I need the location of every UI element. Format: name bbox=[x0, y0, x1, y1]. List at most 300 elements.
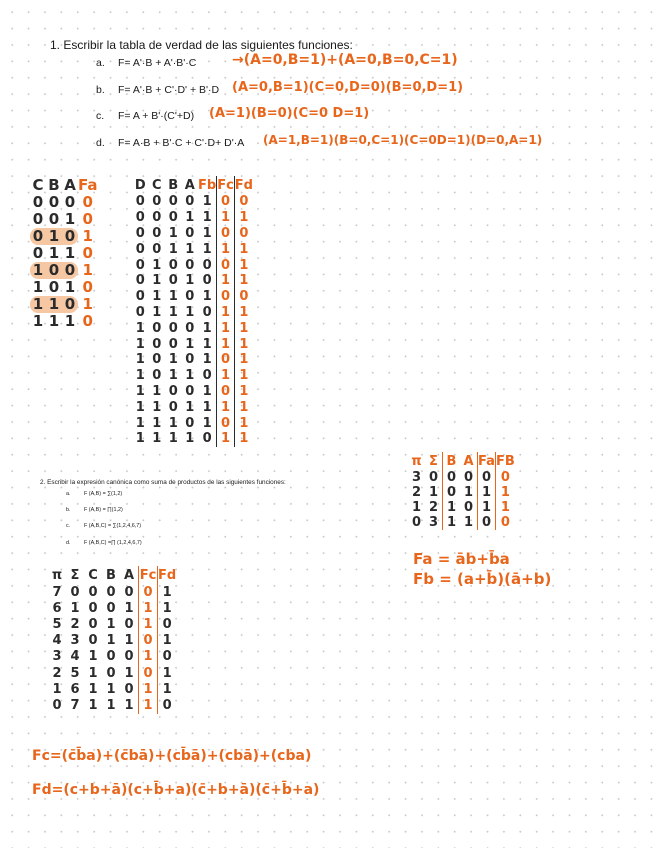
table-cell: 0 bbox=[428, 470, 439, 485]
table-cell: 1 bbox=[202, 289, 212, 305]
table-cell: 0 bbox=[139, 633, 158, 649]
table-cell: 1 bbox=[217, 336, 235, 352]
table-cell: 0 bbox=[202, 431, 212, 447]
table-cell: 0 bbox=[152, 352, 162, 368]
table-cell: 1 bbox=[202, 194, 212, 210]
table-cell: 1 bbox=[88, 681, 98, 697]
table-cell: 1 bbox=[158, 584, 177, 600]
table-cell: 1 bbox=[411, 500, 422, 515]
truth-table-ab bbox=[408, 452, 515, 530]
equation-fb bbox=[413, 570, 551, 588]
table-cell: 1 bbox=[168, 431, 178, 447]
table-cell: 0 bbox=[46, 262, 62, 279]
table-cell: 1 bbox=[234, 399, 253, 415]
table-cell: 1 bbox=[234, 320, 253, 336]
table-header-cell: Fc bbox=[139, 567, 157, 583]
table-cell: 0 bbox=[48, 210, 60, 228]
table-cell: 0 bbox=[82, 278, 93, 296]
table-cell: 1 bbox=[158, 633, 177, 649]
table-cell: 0 bbox=[168, 336, 178, 352]
truth-table-cd bbox=[48, 566, 176, 714]
table-cell: 1 bbox=[135, 336, 145, 352]
table-row bbox=[48, 649, 176, 665]
table-cell: 0 bbox=[135, 304, 145, 320]
table-cell: 0 bbox=[135, 225, 145, 241]
table-cell: 0 bbox=[152, 336, 162, 352]
table-cell: 1 bbox=[158, 600, 177, 616]
table-cell: 5 bbox=[70, 665, 80, 681]
table-cell: 1 bbox=[496, 500, 515, 515]
item-d-expression: F= A·B + B'·C + C'·D+ D'·A bbox=[118, 137, 245, 149]
table-cell: 0 bbox=[496, 470, 515, 485]
table-row bbox=[132, 320, 253, 336]
table-cell: 1 bbox=[217, 241, 235, 257]
table-cell: 1 bbox=[463, 485, 474, 500]
table-cell: 4 bbox=[52, 633, 62, 649]
table-cell: 0 bbox=[185, 320, 195, 336]
table-cell: 0 bbox=[52, 697, 62, 713]
table-cell: 1 bbox=[234, 257, 253, 273]
table-row bbox=[30, 313, 98, 330]
table-cell: 1 bbox=[46, 228, 62, 245]
table-cell: 1 bbox=[64, 278, 76, 296]
table-cell: 1 bbox=[168, 415, 178, 431]
table-cell: 0 bbox=[443, 485, 461, 500]
table-cell: 1 bbox=[478, 485, 496, 500]
table-cell: 1 bbox=[106, 697, 116, 713]
table-cell: 0 bbox=[88, 600, 98, 616]
table-cell: 1 bbox=[463, 515, 474, 530]
table-cell: 0 bbox=[217, 384, 235, 400]
table-cell: 3 bbox=[428, 515, 439, 530]
table-cell: 0 bbox=[463, 470, 474, 485]
table-header-cell: B bbox=[168, 177, 179, 193]
table-cell: 0 bbox=[478, 470, 496, 485]
table-cell: 0 bbox=[32, 244, 44, 262]
table-cell: 1 bbox=[124, 665, 134, 681]
table-header-cell: B bbox=[48, 175, 60, 194]
table-cell: 1 bbox=[217, 368, 235, 384]
table-cell: 1 bbox=[428, 485, 439, 500]
table-cell: 0 bbox=[135, 241, 145, 257]
table-cell: 0 bbox=[88, 616, 98, 632]
table-cell: 1 bbox=[152, 415, 162, 431]
table-cell: 1 bbox=[152, 431, 162, 447]
table-cell: 0 bbox=[124, 616, 134, 632]
table-cell: 0 bbox=[48, 193, 60, 211]
table-row bbox=[132, 194, 253, 210]
table-cell: 1 bbox=[496, 485, 515, 500]
table-row bbox=[408, 485, 515, 500]
table-cell: 0 bbox=[217, 194, 235, 210]
table-cell: 1 bbox=[152, 304, 162, 320]
table-header-cell: B bbox=[106, 567, 116, 583]
table-cell: 0 bbox=[106, 600, 116, 616]
table-row bbox=[30, 262, 98, 279]
table-cell: 1 bbox=[124, 633, 134, 649]
table-header-cell: Fa bbox=[78, 175, 98, 194]
table-cell: 1 bbox=[135, 415, 145, 431]
table-header-cell: Σ bbox=[70, 567, 80, 583]
table-header-cell: FB bbox=[496, 453, 515, 469]
table-cell: 1 bbox=[202, 241, 212, 257]
table-cell: 0 bbox=[234, 226, 253, 242]
table-cell: 0 bbox=[139, 665, 158, 681]
table-header-cell: π bbox=[51, 567, 63, 583]
equation-fa-lhs: Fa = bbox=[413, 550, 451, 568]
table-cell: 0 bbox=[185, 194, 195, 210]
s2-item-d-letter: d. bbox=[66, 540, 71, 546]
equation-fd: Fd=(c+b+ā)(c+b̄+a)(c̄+b+ā)(c̄+b̄+a) bbox=[32, 782, 320, 798]
table-cell: 0 bbox=[496, 515, 515, 530]
item-a-expression: F= A'·B + A'·B'·C bbox=[118, 57, 197, 69]
table-cell: 1 bbox=[152, 289, 162, 305]
table-row bbox=[408, 515, 515, 530]
s2-item-a-expression: F (A,B) = ∑(1,2) bbox=[84, 491, 123, 497]
table-cell: 1 bbox=[168, 304, 178, 320]
table-cell: 1 bbox=[46, 296, 62, 313]
table-cell: 1 bbox=[168, 352, 178, 368]
table-cell: 1 bbox=[202, 399, 212, 415]
table-cell: 0 bbox=[82, 210, 93, 228]
table-cell: 0 bbox=[202, 368, 212, 384]
table-header-cell: Fb bbox=[198, 177, 217, 193]
table-cell: 1 bbox=[152, 273, 162, 289]
table-cell: 0 bbox=[32, 210, 44, 228]
table-cell: 0 bbox=[70, 584, 80, 600]
section2-heading: 2. Escribir la expresión canónica como suma de productos de las siguientes funciones: bbox=[40, 479, 286, 486]
table-cell: 0 bbox=[202, 257, 212, 273]
table-cell: 1 bbox=[32, 278, 44, 296]
table-header-cell: Fc bbox=[217, 177, 234, 193]
table-cell: 1 bbox=[106, 616, 116, 632]
table-cell: 1 bbox=[135, 383, 145, 399]
table-row bbox=[408, 470, 515, 485]
item-d-letter: d. bbox=[96, 137, 105, 149]
table-cell: 1 bbox=[48, 312, 60, 330]
table-cell: 0 bbox=[217, 257, 235, 273]
table-cell: 0 bbox=[135, 273, 145, 289]
table-cell: 7 bbox=[52, 584, 62, 600]
item-d-handwritten-note: (A=1,B=1)(B=0,C=1)(C=0D=1)(D=0,A=1) bbox=[263, 133, 543, 147]
table-cell: 2 bbox=[52, 665, 62, 681]
table-cell: 0 bbox=[168, 210, 178, 226]
table-cell: 1 bbox=[152, 383, 162, 399]
table-header-cell: B bbox=[443, 452, 461, 470]
table-cell: 1 bbox=[234, 368, 253, 384]
table-cell: 0 bbox=[82, 312, 93, 330]
table-row bbox=[48, 600, 176, 616]
table-cell: 0 bbox=[62, 228, 78, 245]
table-row bbox=[132, 399, 253, 415]
table-cell: 1 bbox=[185, 210, 195, 226]
s2-item-d-expression: F (A,B,C) =∏ (1,2,4,6,7) bbox=[84, 540, 142, 546]
table-cell: 1 bbox=[217, 273, 235, 289]
item-b-letter: b. bbox=[96, 84, 105, 96]
table-cell: 1 bbox=[64, 244, 76, 262]
table-cell: 1 bbox=[185, 241, 195, 257]
table_a-grid bbox=[30, 176, 98, 330]
table-row bbox=[30, 279, 98, 296]
table_cd-grid bbox=[48, 566, 176, 714]
s2-item-b-letter: b. bbox=[66, 507, 71, 513]
table-cell: 0 bbox=[152, 210, 162, 226]
table-row bbox=[48, 665, 176, 681]
table-header-row bbox=[48, 566, 176, 584]
table-cell: 0 bbox=[152, 241, 162, 257]
table-header-row bbox=[132, 176, 253, 194]
table-cell: 6 bbox=[52, 600, 62, 616]
table-header-cell: C bbox=[32, 175, 44, 194]
table-cell: 1 bbox=[158, 681, 177, 697]
table-cell: 1 bbox=[185, 336, 195, 352]
table-cell: 1 bbox=[48, 244, 60, 262]
table-cell: 0 bbox=[168, 273, 178, 289]
table-row bbox=[30, 194, 98, 211]
table-cell: 0 bbox=[185, 257, 195, 273]
table-cell: 1 bbox=[443, 500, 461, 515]
section1-heading: 1. Escribir la tabla de verdad de las siguientes funciones: bbox=[50, 38, 353, 52]
table-cell: 1 bbox=[217, 431, 235, 447]
table-row bbox=[30, 245, 98, 262]
table-cell: 6 bbox=[70, 681, 80, 697]
table-row bbox=[132, 226, 253, 242]
table-cell: 1 bbox=[124, 600, 134, 616]
table-cell: 1 bbox=[168, 289, 178, 305]
table-cell: 0 bbox=[152, 194, 162, 210]
table-cell: 0 bbox=[217, 352, 235, 368]
table-cell: 1 bbox=[202, 352, 212, 368]
table-cell: 0 bbox=[217, 415, 235, 431]
table-cell: 1 bbox=[168, 225, 178, 241]
table-cell: 1 bbox=[443, 515, 461, 530]
table-cell: 5 bbox=[52, 616, 62, 632]
table-cell: 0 bbox=[62, 262, 78, 279]
table-cell: 0 bbox=[234, 289, 253, 305]
s2-item-c-letter: c. bbox=[66, 523, 71, 529]
table-cell: 1 bbox=[139, 600, 158, 616]
table-cell: 0 bbox=[64, 193, 76, 211]
item-a-letter: a. bbox=[96, 57, 105, 69]
table-row bbox=[48, 616, 176, 632]
table-row bbox=[132, 305, 253, 321]
table-cell: 0 bbox=[152, 368, 162, 384]
table-cell: 0 bbox=[135, 289, 145, 305]
table-header-cell: Σ bbox=[429, 453, 438, 469]
table-row bbox=[132, 257, 253, 273]
table-cell: 1 bbox=[185, 304, 195, 320]
table-cell: 1 bbox=[88, 665, 98, 681]
table-header-cell: Fa bbox=[478, 453, 495, 469]
table-cell: 0 bbox=[158, 616, 177, 632]
table-row bbox=[30, 211, 98, 228]
table-cell: 1 bbox=[52, 681, 62, 697]
table-cell: 2 bbox=[70, 616, 80, 632]
table-cell: 0 bbox=[217, 226, 235, 242]
equation-fa bbox=[413, 550, 510, 568]
table-cell: 1 bbox=[168, 368, 178, 384]
table-cell: 1 bbox=[152, 257, 162, 273]
table-cell: 3 bbox=[411, 470, 422, 485]
table-cell: 1 bbox=[202, 210, 212, 226]
table-cell: 1 bbox=[234, 210, 253, 226]
table-row bbox=[132, 384, 253, 400]
item-c-handwritten-note: (A=1)(B=0)(C=0 D=1) bbox=[209, 106, 370, 121]
table-cell: 0 bbox=[30, 228, 46, 245]
table-header-cell: D bbox=[134, 177, 146, 193]
table-cell: 1 bbox=[30, 262, 46, 279]
table-cell: 3 bbox=[52, 649, 62, 665]
table-cell: 1 bbox=[158, 665, 177, 681]
table-row bbox=[48, 584, 176, 600]
table-cell: 1 bbox=[217, 320, 235, 336]
truth-table-a bbox=[30, 176, 98, 330]
table_bcd-grid bbox=[132, 176, 253, 447]
table-header-cell: π bbox=[411, 453, 422, 469]
table-cell: 2 bbox=[411, 485, 422, 500]
table-row bbox=[48, 633, 176, 649]
table-cell: 0 bbox=[32, 193, 44, 211]
table-cell: 0 bbox=[202, 273, 212, 289]
table-cell: 1 bbox=[135, 368, 145, 384]
table-cell: 1 bbox=[234, 352, 253, 368]
table-cell: 0 bbox=[106, 665, 116, 681]
table-header-cell: Fd bbox=[234, 177, 253, 193]
table-cell: 0 bbox=[135, 257, 145, 273]
table-cell: 0 bbox=[168, 320, 178, 336]
table-cell: 1 bbox=[217, 305, 235, 321]
table-row bbox=[132, 210, 253, 226]
table-cell: 0 bbox=[158, 697, 177, 713]
table-row bbox=[132, 241, 253, 257]
table-cell: 0 bbox=[463, 500, 474, 515]
table-cell: 2 bbox=[428, 500, 439, 515]
table-cell: 1 bbox=[168, 241, 178, 257]
table-cell: 0 bbox=[185, 289, 195, 305]
item-a-handwritten-note: →(A=0,B=1)+(A=0,B=0,C=1) bbox=[232, 52, 458, 68]
table-row bbox=[132, 415, 253, 431]
table-row bbox=[132, 431, 253, 447]
table-cell: 1 bbox=[139, 649, 158, 665]
table-cell: 1 bbox=[234, 241, 253, 257]
table-cell: 1 bbox=[185, 273, 195, 289]
table-cell: 1 bbox=[234, 415, 253, 431]
table-header-cell: A bbox=[463, 453, 474, 469]
table-cell: 0 bbox=[443, 470, 461, 485]
table-header-cell: A bbox=[64, 175, 76, 194]
equation-fb-rhs: (a+b̄)(ā+b) bbox=[457, 570, 552, 588]
table-cell: 0 bbox=[158, 649, 177, 665]
table-cell: 0 bbox=[124, 584, 134, 600]
table-cell: 0 bbox=[62, 296, 78, 313]
table-cell: 4 bbox=[70, 649, 80, 665]
table-cell: 1 bbox=[202, 415, 212, 431]
item-b-handwritten-note: (A=0,B=1)(C=0,D=0)(B=0,D=1) bbox=[232, 80, 464, 95]
table-cell: 1 bbox=[202, 320, 212, 336]
table-cell: 0 bbox=[106, 584, 116, 600]
table-cell: 0 bbox=[124, 649, 134, 665]
table-row bbox=[48, 697, 176, 713]
table-cell: 1 bbox=[152, 399, 162, 415]
table-row bbox=[132, 336, 253, 352]
table-cell: 0 bbox=[82, 244, 93, 262]
table-cell: 1 bbox=[202, 336, 212, 352]
table-header-row bbox=[30, 176, 98, 194]
table-cell: 1 bbox=[139, 681, 158, 697]
table-header-cell: Fd bbox=[158, 567, 177, 583]
table-header-cell: C bbox=[151, 177, 162, 193]
table-cell: 0 bbox=[88, 633, 98, 649]
table-cell: 0 bbox=[48, 278, 60, 296]
table-cell: 1 bbox=[185, 431, 195, 447]
table-cell: 1 bbox=[135, 352, 145, 368]
table-cell: 0 bbox=[152, 320, 162, 336]
table-cell: 1 bbox=[135, 399, 145, 415]
table-row bbox=[132, 352, 253, 368]
table-cell: 0 bbox=[139, 584, 158, 600]
table_ab-grid bbox=[408, 452, 515, 530]
table-cell: 1 bbox=[82, 295, 93, 313]
table-cell: 1 bbox=[82, 227, 93, 245]
table-cell: 1 bbox=[185, 368, 195, 384]
table-cell: 0 bbox=[88, 584, 98, 600]
table-cell: 0 bbox=[106, 649, 116, 665]
s2-item-a-letter: a. bbox=[66, 491, 71, 497]
table-cell: 0 bbox=[168, 194, 178, 210]
table-cell: 1 bbox=[64, 210, 76, 228]
table-cell: 0 bbox=[234, 194, 253, 210]
table-cell: 0 bbox=[135, 210, 145, 226]
table-cell: 1 bbox=[30, 296, 46, 313]
table-cell: 0 bbox=[185, 352, 195, 368]
table-cell: 7 bbox=[70, 697, 80, 713]
table-cell: 0 bbox=[478, 515, 496, 530]
table-cell: 1 bbox=[106, 681, 116, 697]
table-cell: 3 bbox=[70, 633, 80, 649]
table-row bbox=[408, 500, 515, 515]
table-header-row bbox=[408, 452, 515, 470]
table-cell: 0 bbox=[202, 304, 212, 320]
table-cell: 0 bbox=[185, 383, 195, 399]
table-cell: 1 bbox=[32, 312, 44, 330]
equation-fc: Fc=(c̄b̄a)+(c̄bā)+(cb̄ā)+(cbā)+(cba) bbox=[32, 748, 312, 764]
table-cell: 0 bbox=[168, 383, 178, 399]
table-cell: 0 bbox=[217, 289, 235, 305]
table-cell: 0 bbox=[411, 515, 422, 530]
table-header-cell: C bbox=[88, 567, 98, 583]
table-cell: 0 bbox=[185, 415, 195, 431]
table-cell: 1 bbox=[124, 697, 134, 713]
equation-fb-lhs: Fb = bbox=[413, 570, 452, 588]
table-cell: 1 bbox=[478, 500, 496, 515]
item-c-letter: c. bbox=[96, 110, 105, 122]
table-cell: 1 bbox=[106, 633, 116, 649]
table-cell: 1 bbox=[70, 600, 80, 616]
table-row bbox=[132, 368, 253, 384]
table-row bbox=[30, 296, 98, 313]
table-cell: 1 bbox=[64, 312, 76, 330]
table-cell: 0 bbox=[168, 399, 178, 415]
table-cell: 1 bbox=[139, 697, 158, 713]
table-row bbox=[48, 681, 176, 697]
table-cell: 1 bbox=[234, 336, 253, 352]
table-cell: 1 bbox=[234, 305, 253, 321]
s2-item-c-expression: F (A,B,C) = ∑(1,2,4,6,7) bbox=[84, 523, 142, 529]
table-cell: 0 bbox=[152, 225, 162, 241]
table-cell: 0 bbox=[185, 225, 195, 241]
table-cell: 1 bbox=[234, 273, 253, 289]
table-cell: 1 bbox=[88, 697, 98, 713]
